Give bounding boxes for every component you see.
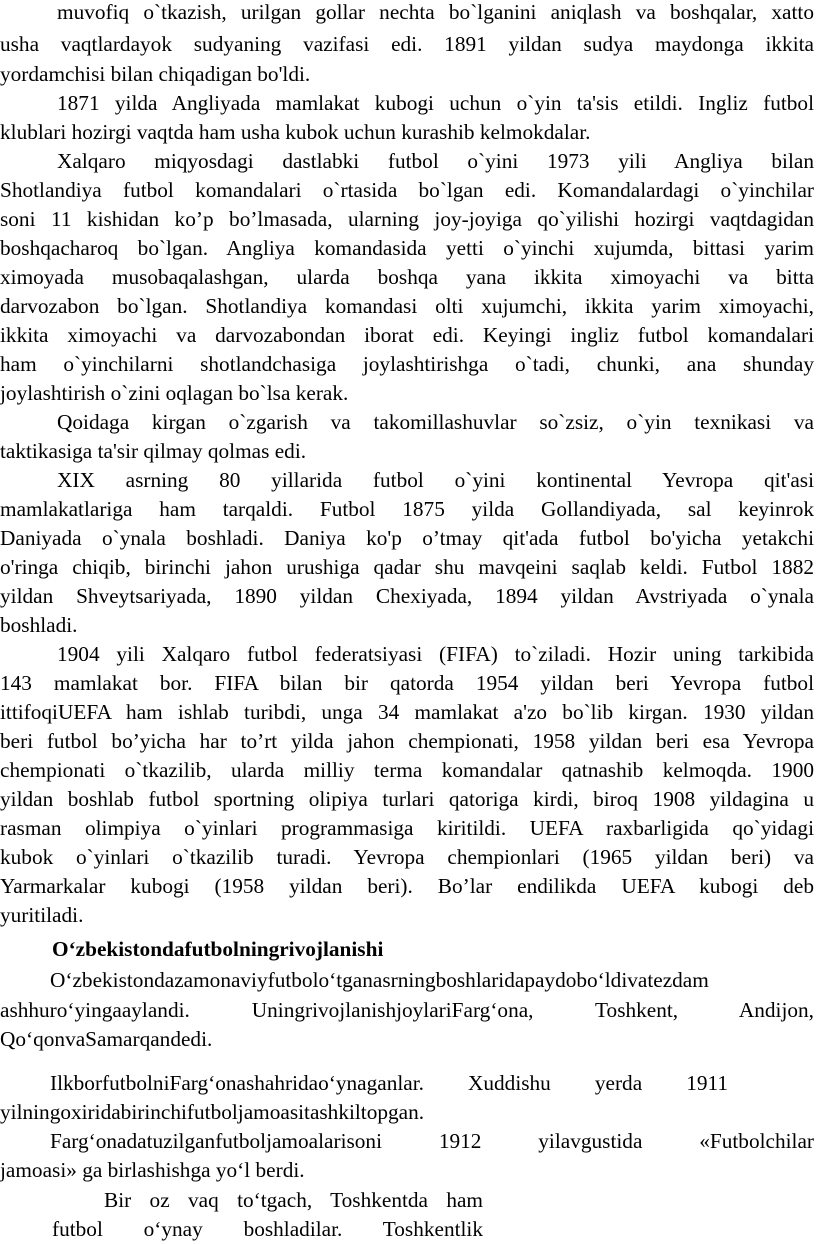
- text-line: 1904 yili Xalqaro futbol federatsiyasi (FIFA) to`ziladi. Hozir uning tarkibida: [57, 642, 814, 666]
- text-line: usha vaqtlardayok sudyaning vazifasi edi. 1891 yildan sudya maydonga ikkita: [0, 32, 814, 56]
- text-line: soni 11 kishidan ko’p bo’lmasada, ularning joy-joyiga qo`yilishi hozirgi vaqtdagidan: [0, 207, 814, 231]
- text-line: yordamchisi bilan chiqadigan bo'ldi.: [0, 62, 311, 86]
- text-line: boshqacharoq bo`lgan. Angliya komandasida yetti o`yinchi xujumda, bittasi yarim: [0, 236, 814, 260]
- text-line: Bir oz vaq to‘tgach, Toshkentda ham: [104, 1188, 483, 1212]
- text-line: o'ringa chiqib, birinchi jahon urushiga qadar shu mavqeini saqlab keldi. Futbol 1882: [0, 555, 814, 579]
- text-line: klublari hozirgi vaqtda ham usha kubok uchun kurashib kelmokdalar.: [0, 120, 591, 144]
- text-line: yuritiladi.: [0, 903, 84, 927]
- text-line: boshladi.: [0, 613, 78, 637]
- text-line: Yarmarkalar kubogi (1958 yildan beri). Bo’lar endilikda UEFA kubogi deb: [0, 874, 814, 898]
- text-line: Daniyada o`ynala boshladi. Daniya ko'p o’tmay qit'ada futbol bo'yicha yetakchi: [0, 526, 814, 550]
- text-line: chempionati o`tkazilib, ularda milliy terma komandalar qatnashib kelmoqda. 1900: [0, 758, 814, 782]
- text-line: Farg‘onadatuzilganfutboljamoalarisoni 1912 yilavgustida «Futbolchilar: [50, 1129, 814, 1153]
- text-line: XIX asrning 80 yillarida futbol o`yini kontinental Yevropa qit'asi: [57, 468, 814, 492]
- text-line: rasman olimpiya o`yinlari programmasiga kiritildi. UEFA raxbarligida qo`yidagi: [0, 816, 814, 840]
- text-line: ashhuro‘yingaaylandi. UningrivojlanishjoylariFarg‘ona, Toshkent, Andijon,: [0, 998, 814, 1022]
- text-line: joylashtirish o`zini oqlagan bo`lsa kerak.: [0, 381, 349, 405]
- text-line: Shotlandiya futbol komandalari o`rtasida bo`lgan edi. Komandalardagi o`yinchilar: [0, 178, 814, 202]
- text-line: muvofiq o`tkazish, urilgan gollar nechta bo`lganini aniqlash va boshqalar, xatto: [57, 0, 814, 24]
- text-line: futbol o‘ynay boshladilar. Toshkentlik: [52, 1217, 483, 1241]
- text-line: ximoyada musobaqalashgan, ularda boshqa yana ikkita ximoyachi va bitta: [0, 265, 814, 289]
- text-line: ham o`yinchilarni shotlandchasiga joylashtirishga o`tadi, chunki, ana shunday: [0, 352, 814, 376]
- text-line: yildan Shveytsariyada, 1890 yildan Chexiyada, 1894 yildan Avstriyada o`ynala: [0, 584, 814, 608]
- text-line: yildan boshlab futbol sportning olipiya turlari qatoriga kirdi, biroq 1908 yildagina u: [0, 787, 814, 811]
- text-line: 143 mamlakat bor. FIFA bilan bir qatorda 1954 yildan beri Yevropa futbol: [0, 671, 814, 695]
- text-line: Qo‘qonvaSamarqandedi.: [0, 1027, 213, 1051]
- text-line: taktikasiga ta'sir qilmay qolmas edi.: [0, 439, 307, 463]
- text-line: beri futbol bo’yicha har to’rt yilda jahon chempionati, 1958 yildan beri esa Yevropa: [0, 729, 814, 753]
- text-line: darvozabon bo`lgan. Shotlandiya komandasi olti xujumchi, ikkita yarim ximoyachi,: [0, 294, 814, 318]
- section-heading: O‘zbekistondafutbolningrivojlanishi: [52, 937, 384, 961]
- text-line: ikkita ximoyachi va darvozabondan iborat edi. Keyingi ingliz futbol komandalari: [0, 323, 814, 347]
- text-line: O‘zbekistondazamonaviyfutbolo‘tganasrningboshlaridapaydobo‘ldivatezdam: [50, 968, 709, 992]
- text-line: ittifoqiUEFA ham ishlab turibdi, unga 34 mamlakat a'zo bo`lib kirgan. 1930 yildan: [0, 700, 814, 724]
- text-line: jamoasi» ga birlashishga yo‘l berdi.: [0, 1158, 305, 1182]
- text-line: mamlakatlariga ham tarqaldi. Futbol 1875 yilda Gollandiyada, sal keyinrok: [0, 497, 814, 521]
- text-line: yilningoxiridabirinchifutboljamoasitashkiltopgan.: [0, 1100, 425, 1124]
- text-line: IlkborfutbolniFarg‘onashahridao‘ynaganlar. Xuddishu yerda 1911: [50, 1071, 728, 1095]
- text-line: Qoidaga kirgan o`zgarish va takomillashuvlar so`zsiz, o`yin texnikasi va: [57, 410, 814, 434]
- text-line: kubok o`yinlari o`tkazilib turadi. Yevropa chempionlari (1965 yildan beri) va: [0, 845, 814, 869]
- text-line: 1871 yilda Angliyada mamlakat kubogi uchun o`yin ta'sis etildi. Ingliz futbol: [57, 91, 814, 115]
- text-line: Xalqaro miqyosdagi dastlabki futbol o`yini 1973 yili Angliya bilan: [57, 149, 814, 173]
